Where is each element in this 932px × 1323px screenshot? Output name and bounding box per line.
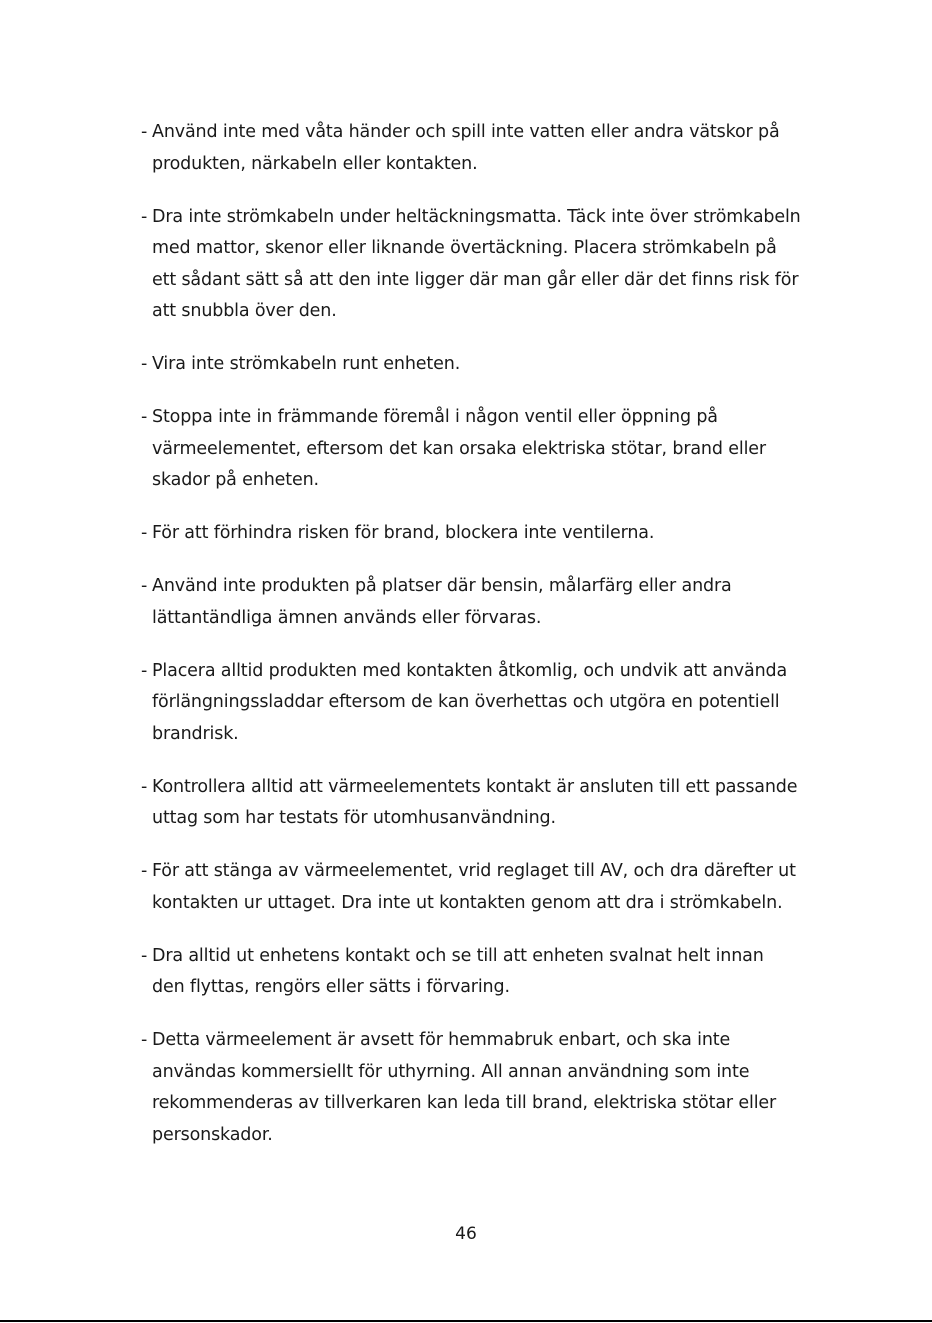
bullet-dash: - xyxy=(141,122,148,142)
bullet-dash: - xyxy=(141,945,148,966)
safety-instructions-list xyxy=(141,117,801,1173)
list-item xyxy=(141,518,801,550)
list-item-text: Dra alltid ut enhetens kontakt och se till att enheten svalnat helt innan den flyttas, rengörs eller sätts i förvaring. xyxy=(152,945,764,997)
list-item-text: Vira inte strömkabeln runt enheten. xyxy=(152,354,461,374)
list-item-text: Kontrollera alltid att värmeelementets kontakt är ansluten till ett passande uttag som har testats för utomhusanvändning. xyxy=(152,776,798,828)
bullet-dash: - xyxy=(141,523,148,543)
bullet-dash: - xyxy=(141,354,148,374)
bullet-dash: - xyxy=(141,776,148,797)
list-item xyxy=(141,402,801,497)
bullet-dash: - xyxy=(141,206,148,227)
list-item xyxy=(141,117,801,180)
list-item xyxy=(141,772,801,835)
list-item xyxy=(141,571,801,634)
bottom-divider xyxy=(0,1320,932,1322)
list-item-text: Detta värmeelement är avsett för hemmabruk enbart, och ska inte användas kommersiellt för uthyrning. All annan användning som inte rekommenderas av tillverkaren kan leda till brand, elektriska stötar eller personskador. xyxy=(152,1030,777,1145)
list-item-text: För att förhindra risken för brand, blockera inte ventilerna. xyxy=(152,523,655,543)
bullet-dash: - xyxy=(141,861,148,881)
list-item xyxy=(141,202,801,328)
list-item-text: Använd inte produkten på platser där bensin, målarfärg eller andra lättantändliga ämnen används eller förvaras. xyxy=(152,576,732,628)
list-item-text: Stoppa inte in främmande föremål i någon ventil eller öppning på värmeelementet, eftersom det kan orsaka elektriska stötar, brand eller skador på enheten. xyxy=(152,407,766,490)
list-item xyxy=(141,856,801,919)
list-item xyxy=(141,941,801,1004)
list-item xyxy=(141,1025,801,1151)
bullet-dash: - xyxy=(141,576,148,596)
list-item xyxy=(141,349,801,381)
list-item-text: Dra inte strömkabeln under heltäckningsmatta. Täck inte över strömkabeln med mattor, skenor eller liknande övertäckning. Placera strömkabeln på ett sådant sätt så att den inte ligger där man går eller där det finns risk för att snubbla över den. xyxy=(152,206,801,321)
bullet-dash: - xyxy=(141,407,148,427)
list-item-text: Placera alltid produkten med kontakten åtkomlig, och undvik att använda förlängningssladdar eftersom de kan överhettas och utgöra en potentiell brandrisk. xyxy=(152,660,788,744)
bullet-dash: - xyxy=(141,660,148,681)
list-item-text: Använd inte med våta händer och spill inte vatten eller andra vätskor på produkten, närkabeln eller kontakten. xyxy=(152,122,780,174)
page-number: 46 xyxy=(455,1224,477,1244)
bullet-dash: - xyxy=(141,1030,148,1050)
list-item-text: För att stänga av värmeelementet, vrid reglaget till AV, och dra därefter ut kontakten ur uttaget. Dra inte ut kontakten genom att dra i strömkabeln. xyxy=(152,861,796,913)
list-item xyxy=(141,656,801,751)
